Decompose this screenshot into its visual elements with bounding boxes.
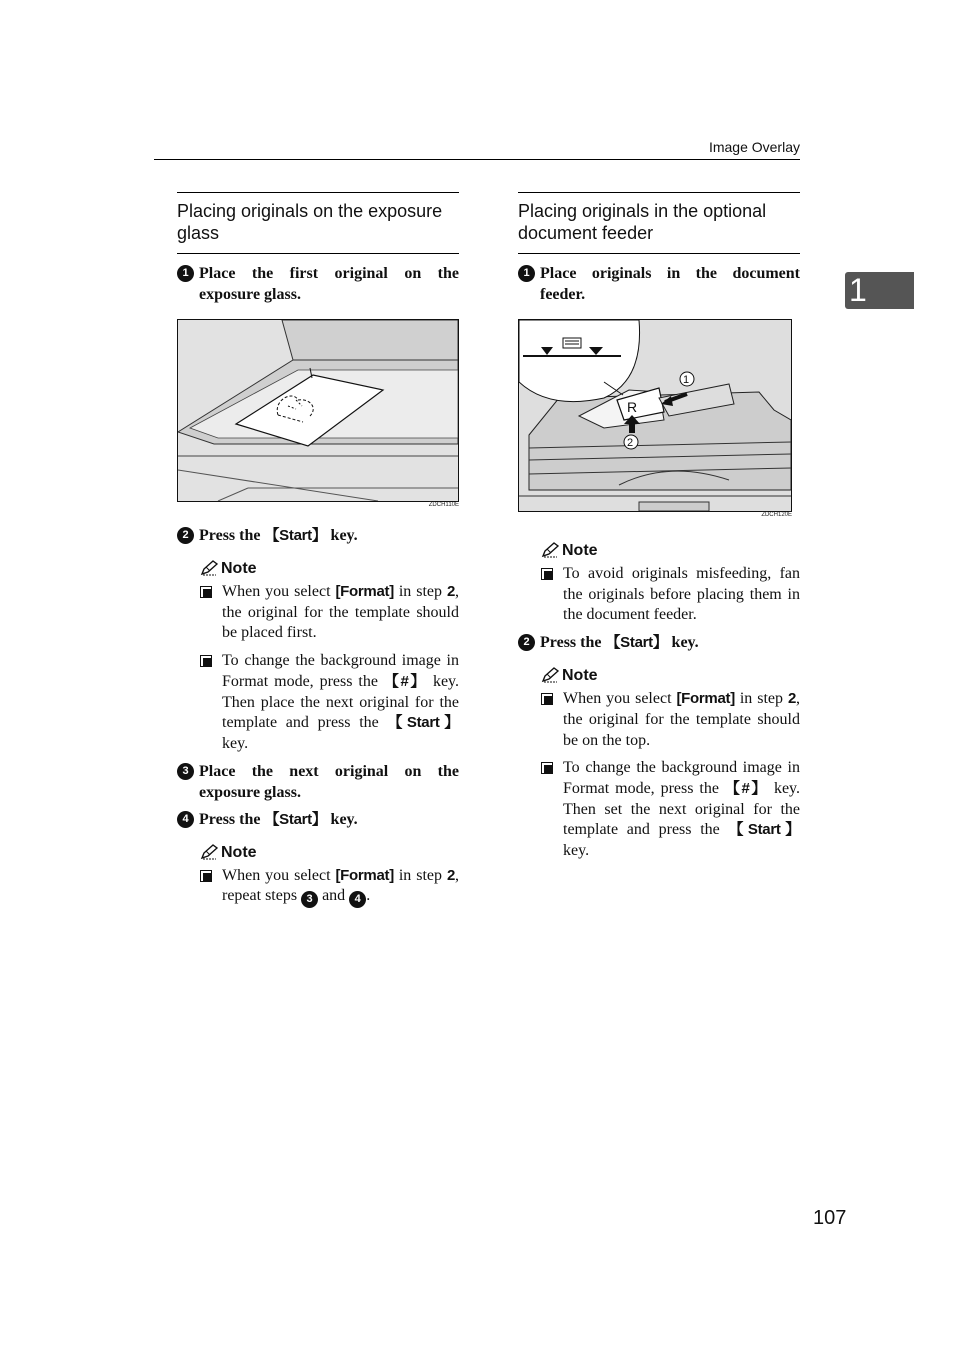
checkbox-bullet-icon <box>541 762 553 774</box>
note-item-format-top <box>541 689 800 751</box>
document-feeder-illustration <box>518 319 792 512</box>
note-text: , repeat steps <box>222 866 460 905</box>
note-item-change-background <box>541 758 800 862</box>
exposure-glass-drawing <box>178 320 458 501</box>
note-label: Note <box>221 843 257 861</box>
step-ref: 2 <box>446 583 456 600</box>
note-text: key. <box>222 734 249 752</box>
step-text-post: key. <box>326 810 358 828</box>
callout-1: 1 <box>683 374 690 386</box>
note-text: To change the background image in Format mode, press the <box>222 652 459 690</box>
checkbox-bullet-icon <box>200 586 212 598</box>
step-text-pre: Press the <box>199 527 265 544</box>
step-number: 1 <box>518 265 535 282</box>
step-text: Place the next original on the exposure glass. <box>199 762 459 801</box>
step-ref: 2 <box>787 690 797 708</box>
pencil-icon <box>200 560 218 576</box>
note-text: key. <box>563 842 590 860</box>
start-key: 【Start】 <box>605 634 668 652</box>
note-block <box>541 540 800 626</box>
note-heading <box>541 540 800 562</box>
note-heading <box>200 842 459 864</box>
section-heading-exposure-glass: Placing originals on the exposure glass <box>177 192 459 254</box>
note-text: in step <box>734 690 788 708</box>
start-key: 【Start】 <box>387 714 459 732</box>
format-key: [Format] <box>335 583 394 600</box>
header-rule <box>154 159 800 160</box>
checkbox-bullet-icon <box>541 568 553 580</box>
chapter-tab: 1 <box>845 272 914 309</box>
page-number: 107 <box>813 1207 847 1229</box>
step-text-pre: Press the <box>540 634 606 652</box>
note-text: , the original for the template should be on the top. <box>563 690 801 749</box>
note-text: in step <box>393 583 447 600</box>
checkbox-bullet-icon <box>541 693 553 705</box>
checkbox-bullet-icon <box>200 655 212 667</box>
note-item-fan-originals <box>541 564 800 626</box>
illustration-code: ZDCH110E <box>428 502 459 508</box>
svg-text:R: R <box>627 399 638 415</box>
note-heading <box>541 665 800 687</box>
note-block <box>200 558 459 755</box>
note-block <box>541 665 800 862</box>
start-key: 【Start】 <box>264 527 327 544</box>
note-text: To change the background image in Format mode, press the <box>563 759 800 797</box>
format-key: [Format] <box>676 690 735 708</box>
note-item-change-background <box>200 651 459 755</box>
step-number: 4 <box>177 811 194 828</box>
note-text: When you select <box>222 866 336 884</box>
note-text: and <box>318 887 350 905</box>
step-2-press-start <box>177 525 459 546</box>
step-2-press-start <box>518 632 800 653</box>
pencil-icon <box>541 542 559 558</box>
note-text: When you select <box>563 690 677 708</box>
document-feeder-drawing <box>519 320 791 511</box>
step-ref-circle: 4 <box>349 891 366 908</box>
step-4-press-start <box>177 809 459 830</box>
start-key: 【Start】 <box>728 821 800 839</box>
note-text: in step <box>393 866 447 884</box>
note-item-format-first <box>200 582 459 644</box>
note-text: , the original for the template should be placed first. <box>222 583 460 642</box>
step-text: Place originals in the document feeder. <box>540 265 800 303</box>
format-key: [Format] <box>335 866 394 884</box>
callout-2: 2 <box>627 437 634 449</box>
start-key: 【Start】 <box>264 810 327 828</box>
note-label: Note <box>562 542 598 559</box>
note-text: key. Then set the next original for the template and press the <box>563 779 801 839</box>
note-block <box>200 842 459 907</box>
step-number: 1 <box>177 265 194 282</box>
step-number: 2 <box>177 527 194 544</box>
note-label: Note <box>562 667 598 685</box>
step-ref-circle: 3 <box>301 891 318 908</box>
checkbox-bullet-icon <box>200 870 212 882</box>
right-column <box>518 192 800 862</box>
step-text: Place the first original on the exposure glass. <box>199 265 459 303</box>
step-text-post: key. <box>326 527 358 544</box>
step-3-place-next-original <box>177 761 459 803</box>
note-text: . <box>366 887 371 905</box>
running-header: Image Overlay <box>708 139 800 155</box>
hash-key: 【#】 <box>724 779 769 797</box>
pencil-icon <box>200 844 218 860</box>
exposure-glass-illustration <box>177 319 459 502</box>
step-number: 3 <box>177 763 194 780</box>
step-number: 2 <box>518 634 535 651</box>
note-label: Note <box>221 560 257 577</box>
note-text: When you select <box>222 583 336 600</box>
left-column <box>177 192 459 907</box>
illustration-code: ZDCH120E <box>761 512 792 518</box>
note-item-repeat-steps <box>200 866 459 907</box>
step-text-pre: Press the <box>199 810 265 828</box>
note-text: key. Then place the next original for the template and press the <box>222 672 460 732</box>
step-ref: 2 <box>446 866 456 884</box>
step-1-place-first-original <box>177 263 459 305</box>
step-1-place-originals-feeder <box>518 263 800 305</box>
pencil-icon <box>541 667 559 683</box>
note-text: To avoid originals misfeeding, fan the originals before placing them in the document feeder. <box>563 565 800 624</box>
step-text-post: key. <box>667 634 699 652</box>
section-heading-document-feeder: Placing originals in the optional document feeder <box>518 192 800 254</box>
note-heading <box>200 558 459 580</box>
hash-key: 【#】 <box>383 672 428 690</box>
